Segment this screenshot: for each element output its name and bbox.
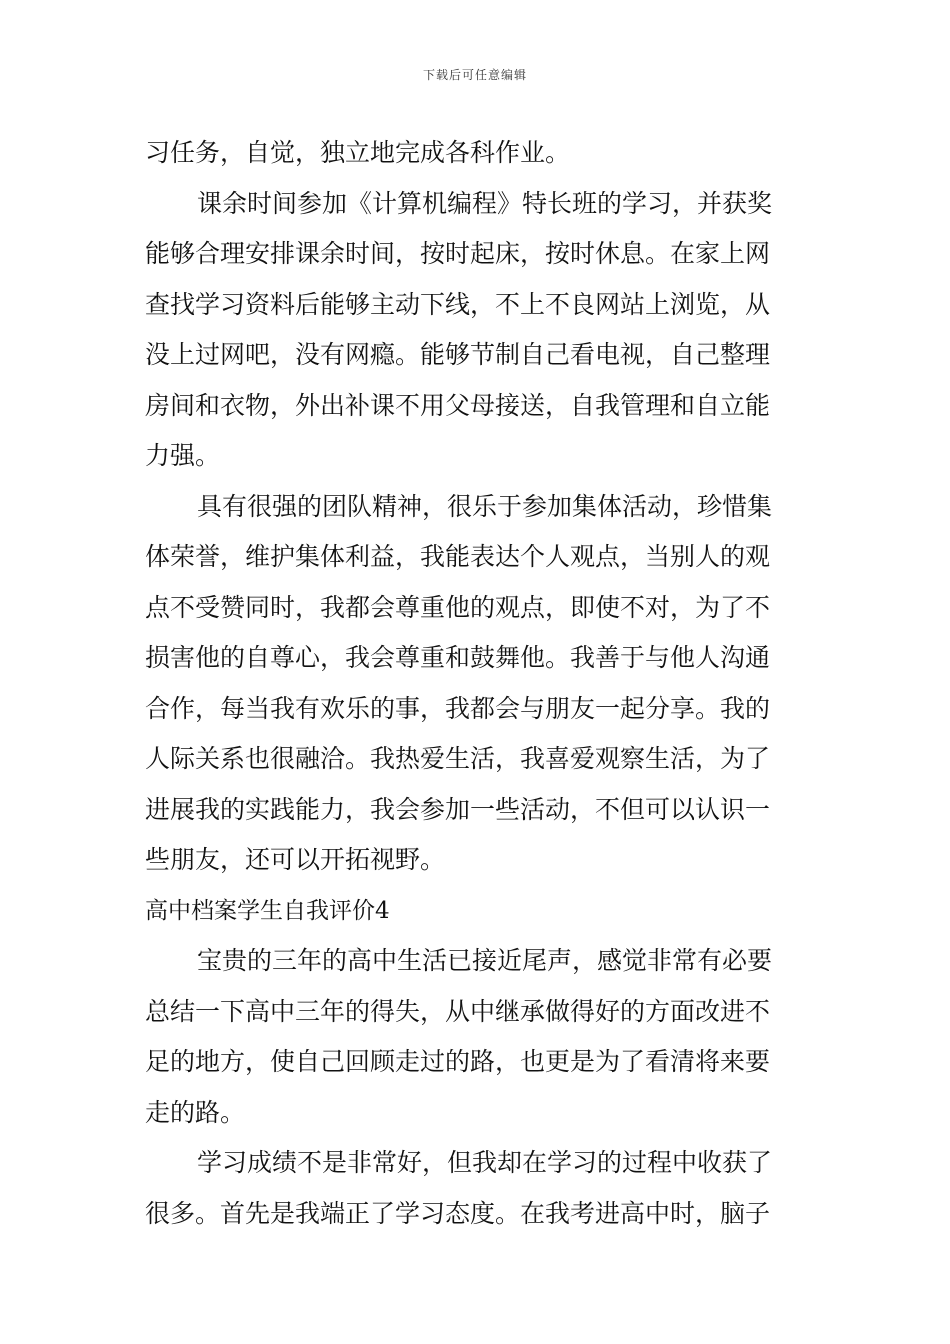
text-line: 足的地方，使自己回顾走过的路，也更是为了看清将来要	[145, 1047, 771, 1076]
text-line: 进展我的实践能力，我会参加一些活动，不但可以认识一	[145, 794, 771, 824]
page-header-note: 下载后可任意编辑	[422, 68, 527, 82]
text-line: 课余时间参加《计算机编程》特长班的学习，并获奖	[197, 188, 773, 218]
text-line: 体荣誉，维护集体利益，我能表达个人观点，当别人的观	[145, 542, 771, 571]
text-line: 没上过网吧，没有网瘾。能够节制自己看电视，自己整理	[145, 340, 771, 369]
text-line: 走的路。	[145, 1097, 246, 1127]
text-line: 点不受赞同时，我都会尊重他的观点，即使不对，为了不	[145, 592, 771, 622]
text-line: 习任务，自觉，独立地完成各科作业。	[145, 138, 571, 167]
text-line: 力强。	[145, 441, 221, 470]
text-line: 查找学习资料后能够主动下线，不上不良网站上浏览，从	[145, 289, 771, 319]
text-line: 总结一下高中三年的得失，从中继承做得好的方面改进不	[145, 996, 771, 1026]
text-line: 些朋友，还可以开拓视野。	[145, 845, 446, 874]
text-line: 能够合理安排课余时间，按时起床，按时休息。在家上网	[145, 239, 771, 268]
text-line: 具有很强的团队精神，很乐于参加集体活动，珍惜集	[197, 491, 773, 521]
text-line: 损害他的自尊心，我会尊重和鼓舞他。我善于与他人沟通	[145, 643, 771, 672]
text-line: 房间和衣物，外出补课不用父母接送，自我管理和自立能	[145, 390, 771, 420]
text-line: 人际关系也很融洽。我热爱生活，我喜爱观察生活，为了	[145, 744, 771, 773]
text-line: 学习成绩不是非常好，但我却在学习的过程中收获了	[197, 1148, 773, 1177]
document-body	[145, 128, 810, 1239]
text-line: 很多。首先是我端正了学习态度。在我考进高中时，脑子	[145, 1198, 771, 1228]
section-heading: 高中档案学生自我评价4	[145, 897, 390, 924]
text-line: 合作，每当我有欢乐的事，我都会与朋友一起分享。我的	[145, 693, 771, 723]
text-line: 宝贵的三年的高中生活已接近尾声，感觉非常有必要	[197, 946, 773, 975]
